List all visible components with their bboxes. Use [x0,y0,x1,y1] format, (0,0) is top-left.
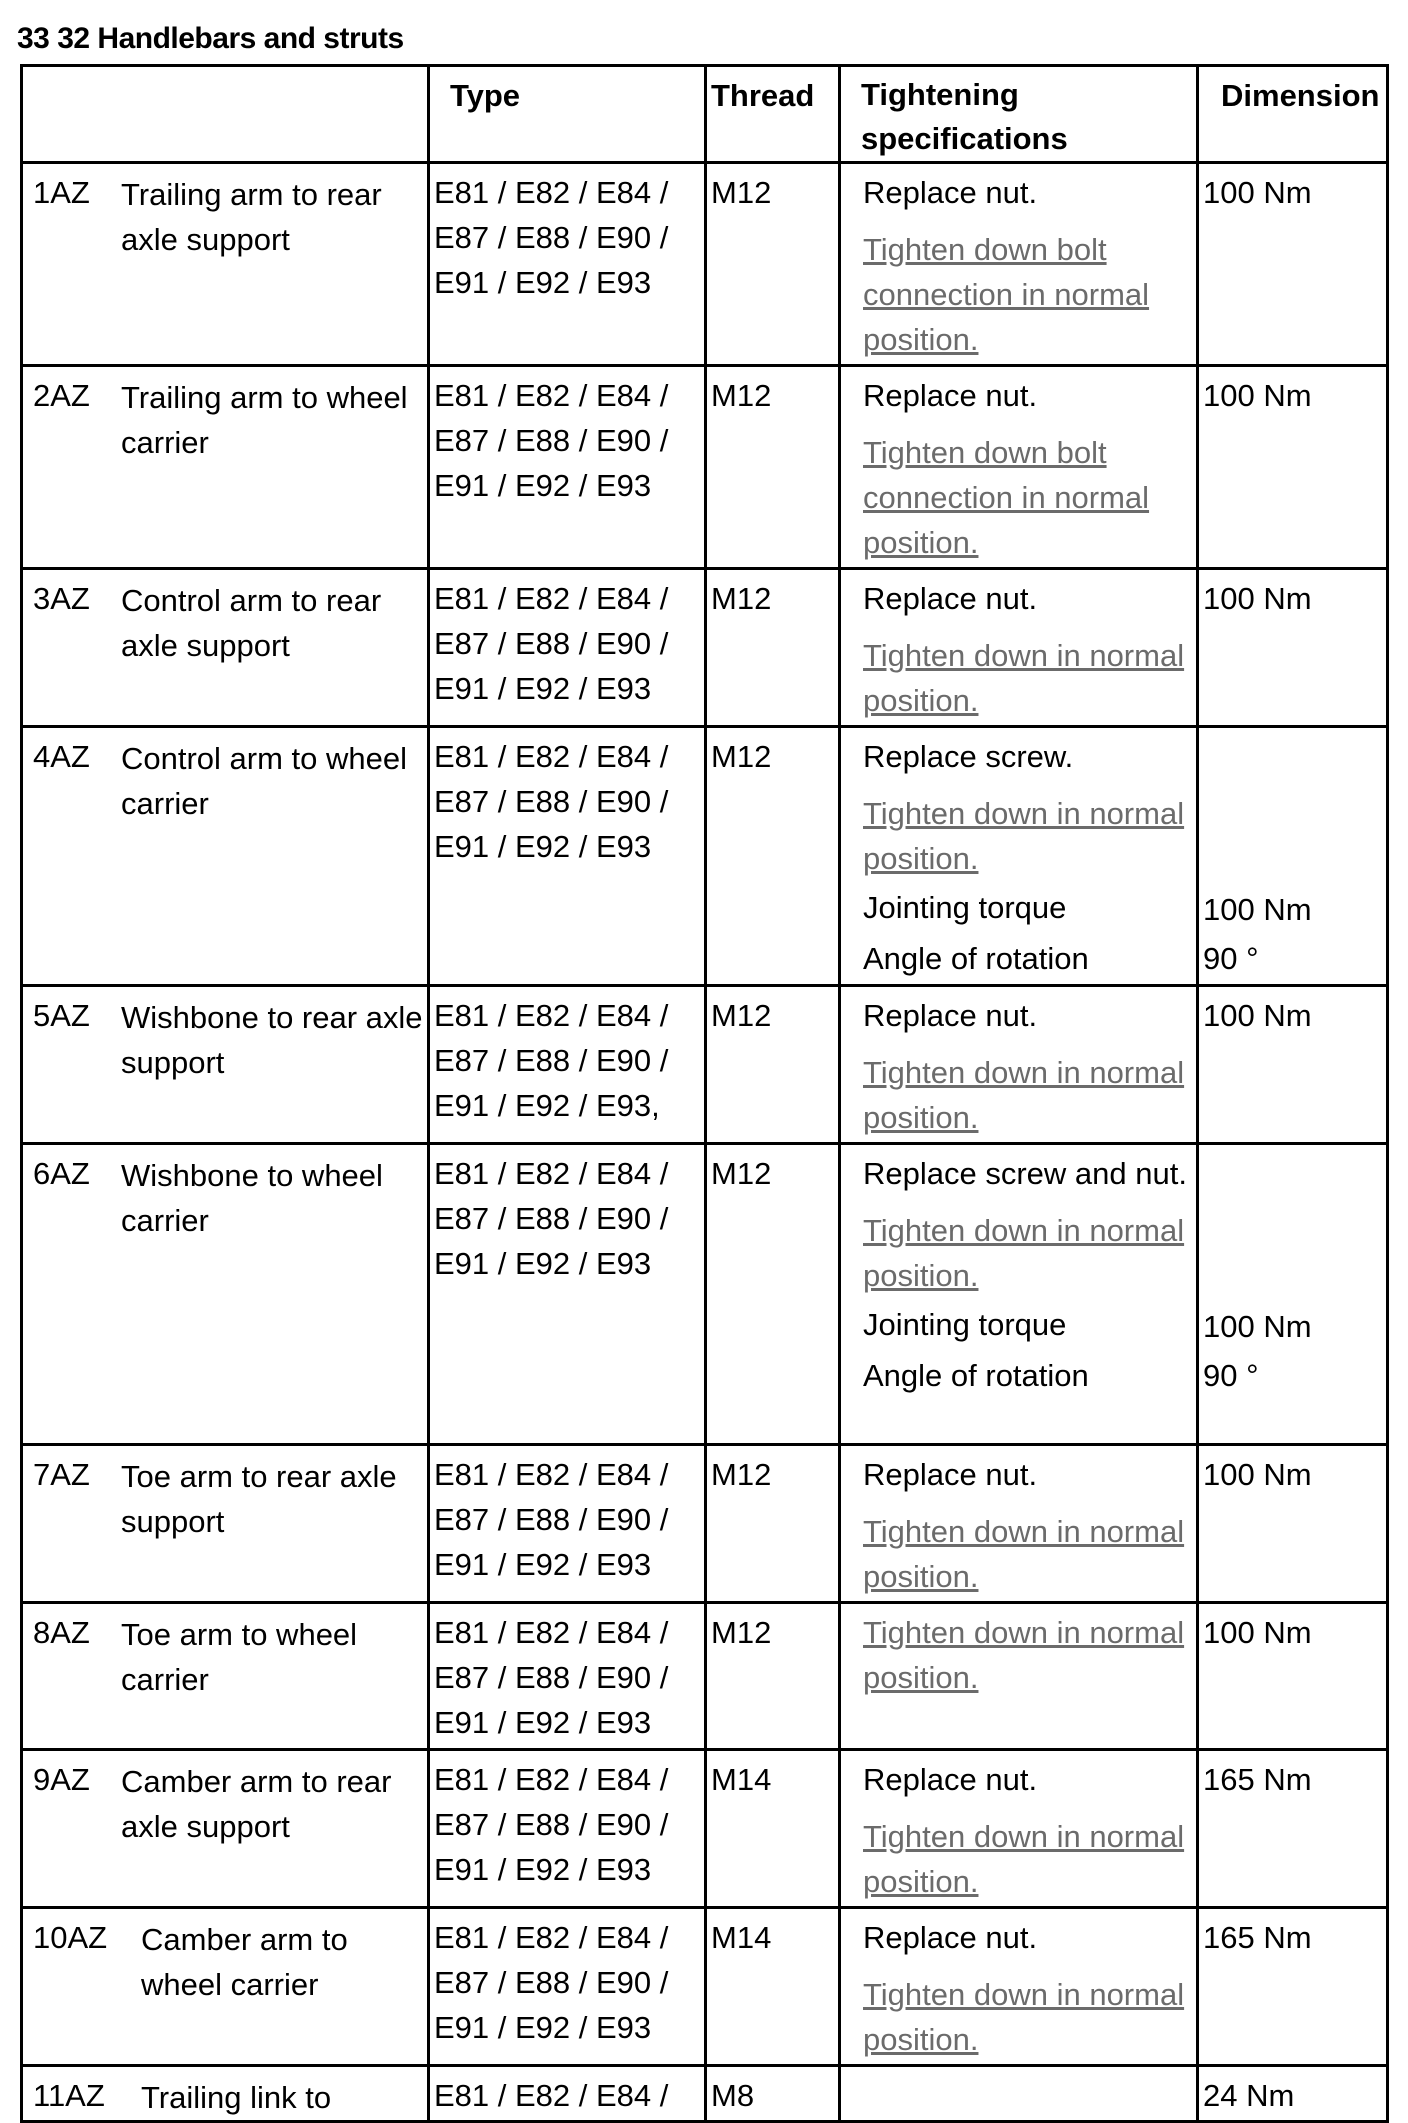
cell-type: E81 / E82 / E84 / E87 / E88 / E90 / E91 / E92 / E93 [429,569,706,727]
cell-spec [840,1603,1198,1750]
item-id: 5AZ [33,998,90,1033]
angle-value: 90 ° [1203,1357,1259,1393]
cell-item [22,1750,429,1908]
dimension-value: 100 Nm [1203,175,1312,210]
dimension-value: 100 Nm [1203,1615,1312,1650]
dimension-value: 100 Nm [1203,581,1312,616]
item-description: Camber arm to wheel carrier [141,1922,348,2002]
item-id: 2AZ [33,378,90,413]
item-description: Control arm to wheel carrier [121,741,408,821]
cell-thread: M12 [706,366,840,569]
item-id: 11AZ [33,2078,105,2113]
cell-item [22,163,429,366]
spec-instruction: Replace nut. [863,175,1038,210]
cell-dimension [1198,2066,1388,2122]
cell-type: E81 / E82 / E84 / E87 / E88 / E90 / E91 / E92 / E93 [429,727,706,986]
spec-instruction: Replace screw and nut. [863,1156,1187,1191]
cell-item [22,1445,429,1603]
spec-instruction: Replace nut. [863,1920,1038,1955]
header-spec-line2: specifications [861,121,1068,156]
item-description: Trailing arm to rear axle support [121,177,382,257]
table-row [22,1445,1388,1603]
dimension-spacer [1203,734,1382,885]
item-description: Trailing link to [141,2080,332,2115]
cell-type: E81 / E82 / E84 / E87 / E88 / E90 / E91 / E92 / E93 [429,1603,706,1750]
item-id: 6AZ [33,1156,90,1191]
cell-spec [840,986,1198,1144]
item-description: Toe arm to wheel carrier [121,1617,358,1697]
cell-item [22,986,429,1144]
table-row [22,727,1388,986]
cell-type: E81 / E82 / E84 / [429,2066,706,2122]
table-row [22,1144,1388,1445]
spec-link[interactable]: Tighten down in normal position. [863,1514,1185,1594]
dimension-value: 100 Nm [1203,1457,1312,1492]
header-tightening-specifications [840,66,1198,163]
spec-instruction: Replace nut. [863,998,1038,1033]
item-description: Camber arm to rear axle support [121,1764,392,1844]
cell-type: E81 / E82 / E84 / E87 / E88 / E90 / E91 / E92 / E93, [429,986,706,1144]
item-description: Wishbone to rear axle support [121,1000,423,1080]
cell-dimension [1198,163,1388,366]
cell-spec [840,1445,1198,1603]
cell-thread: M14 [706,1750,840,1908]
cell-item [22,2066,429,2122]
cell-thread: M14 [706,1908,840,2066]
cell-thread: M12 [706,569,840,727]
cell-type: E81 / E82 / E84 / E87 / E88 / E90 / E91 / E92 / E93 [429,163,706,366]
cell-thread: M12 [706,1603,840,1750]
cell-dimension [1198,1750,1388,1908]
item-id: 9AZ [33,1762,90,1797]
spec-link[interactable]: Tighten down in normal position. [863,1213,1185,1293]
page-title: 33 32 Handlebars and struts [17,22,404,55]
cell-type: E81 / E82 / E84 / E87 / E88 / E90 / E91 / E92 / E93 [429,366,706,569]
header-item [22,66,429,163]
spec-link[interactable]: Tighten down in normal position. [863,1819,1185,1899]
spec-link[interactable]: Tighten down in normal position. [863,1055,1185,1135]
header-type: Type [429,66,706,163]
angle-value: 90 ° [1203,940,1259,976]
cell-dimension [1198,1144,1388,1445]
dimension-value: 165 Nm [1203,1920,1312,1955]
cell-type: E81 / E82 / E84 / E87 / E88 / E90 / E91 / E92 / E93 [429,1750,706,1908]
angle-label: Angle of rotation [863,941,1089,976]
item-id: 1AZ [33,175,90,210]
cell-thread: M12 [706,986,840,1144]
table-row [22,1603,1388,1750]
torque-value: 100 Nm [1203,1308,1312,1344]
item-description: Wishbone to wheel carrier [121,1158,383,1238]
cell-dimension [1198,1445,1388,1603]
spec-link[interactable]: Tighten down in normal position. [863,1977,1185,2057]
header-spec-line1: Tightening [861,77,1019,112]
dimension-value: 165 Nm [1203,1762,1312,1797]
cell-spec [840,1144,1198,1445]
torque-value: 100 Nm [1203,891,1312,927]
cell-type: E81 / E82 / E84 / E87 / E88 / E90 / E91 / E92 / E93 [429,1144,706,1445]
cell-spec [840,366,1198,569]
header-dimension: Dimension [1198,66,1388,163]
spec-link[interactable]: Tighten down in normal position. [863,1615,1185,1695]
cell-dimension [1198,727,1388,986]
table-row [22,163,1388,366]
dimension-value: 100 Nm [1203,378,1312,413]
cell-item [22,727,429,986]
spec-instruction: Replace nut. [863,1457,1038,1492]
cell-thread: M12 [706,1445,840,1603]
table-row [22,1750,1388,1908]
tightening-spec-table [20,64,1389,2123]
cell-dimension [1198,1908,1388,2066]
item-id: 4AZ [33,739,90,774]
cell-type: E81 / E82 / E84 / E87 / E88 / E90 / E91 / E92 / E93 [429,1908,706,2066]
item-id: 8AZ [33,1615,90,1650]
spec-link[interactable]: Tighten down bolt connection in normal position. [863,232,1150,357]
cell-type: E81 / E82 / E84 / E87 / E88 / E90 / E91 / E92 / E93 [429,1445,706,1603]
item-description: Trailing arm to wheel carrier [121,380,408,460]
cell-dimension [1198,366,1388,569]
torque-label: Jointing torque [863,890,1067,925]
table-row [22,366,1388,569]
cell-spec [840,1750,1198,1908]
dimension-value: 100 Nm [1203,998,1312,1033]
cell-item [22,1908,429,2066]
spec-instruction: Replace nut. [863,1762,1038,1797]
spec-instruction: Replace nut. [863,378,1038,413]
cell-dimension [1198,569,1388,727]
item-description: Control arm to rear axle support [121,583,382,663]
cell-dimension [1198,1603,1388,1750]
spec-instruction: Replace screw. [863,739,1074,774]
cell-item [22,569,429,727]
cell-spec [840,163,1198,366]
header-thread: Thread [706,66,840,163]
item-description: Toe arm to rear axle support [121,1459,397,1539]
cell-spec [840,727,1198,986]
cell-item [22,366,429,569]
angle-label: Angle of rotation [863,1358,1089,1393]
item-id: 3AZ [33,581,90,616]
cell-spec [840,2066,1198,2122]
spec-instruction: Replace nut. [863,581,1038,616]
table-row [22,569,1388,727]
cell-thread: M12 [706,1144,840,1445]
cell-item [22,1603,429,1750]
table-row [22,986,1388,1144]
cell-thread: M12 [706,727,840,986]
cell-thread: M12 [706,163,840,366]
cell-thread: M8 [706,2066,840,2122]
dimension-spacer [1203,1151,1382,1302]
dimension-value: 24 Nm [1203,2078,1295,2113]
torque-label: Jointing torque [863,1307,1067,1342]
spec-link[interactable]: Tighten down bolt connection in normal position. [863,435,1150,560]
cell-dimension [1198,986,1388,1144]
table-row [22,2066,1388,2122]
spec-link[interactable]: Tighten down in normal position. [863,638,1185,718]
table-header-row [22,66,1388,163]
item-id: 7AZ [33,1457,90,1492]
cell-spec [840,569,1198,727]
table-row [22,1908,1388,2066]
cell-item [22,1144,429,1445]
spec-link[interactable]: Tighten down in normal position. [863,796,1185,876]
cell-spec [840,1908,1198,2066]
item-id: 10AZ [33,1920,108,1955]
